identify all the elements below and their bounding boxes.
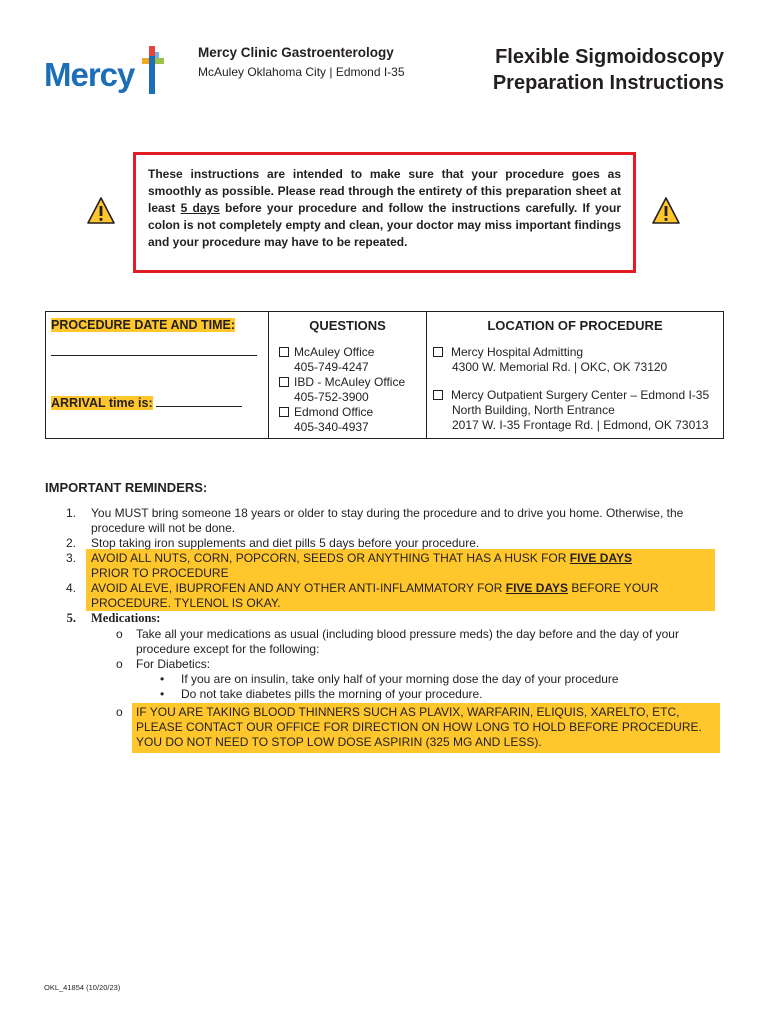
- reminder-4-line-2: PROCEDURE. TYLENOL IS OKAY.: [91, 596, 281, 610]
- questions-header: QUESTIONS: [309, 318, 386, 333]
- reminders-title: IMPORTANT REMINDERS:: [45, 480, 208, 495]
- checkbox[interactable]: [279, 377, 289, 387]
- mercy-logo: [44, 46, 168, 98]
- arrival-time-blank[interactable]: [156, 397, 242, 407]
- bullet-dot: •: [160, 687, 165, 701]
- list-number: 1.: [65, 506, 76, 520]
- questions-column: [269, 312, 427, 438]
- medication-1-line-2: procedure except for the following:: [136, 642, 320, 656]
- question-contact: IBD - McAuley Office: [279, 375, 405, 390]
- location-column: [427, 312, 723, 438]
- reminder-1-line-1: You MUST bring someone 18 years or older to stay during the procedure and to drive you home. Otherwise, the: [91, 506, 684, 520]
- list-number: 2.: [65, 536, 76, 550]
- medication-2: For Diabetics:: [136, 657, 211, 671]
- reminder-1-line-2: procedure will not be done.: [91, 521, 236, 535]
- warning-days: 5 days: [180, 201, 220, 215]
- question-contact: Edmond Office: [279, 405, 405, 420]
- procedure-date-column: [46, 312, 269, 438]
- warning-box: [133, 152, 636, 273]
- warning-left-icon: [86, 196, 116, 226]
- bullet-dot: •: [160, 672, 165, 686]
- warning-text: These instructions are intended to make sure that your procedure goes as smoothly as possible. Please read through the entirety of this preparation sheet at least 5 days before your procedure and follow the instructions carefully. If your colon is not completely empty and clean, your doctor may miss important findings and your procedure may have to be repeated.: [148, 167, 622, 249]
- medication-1-line-1: Take all your medications as usual (including blood pressure meds) the day before and the day of your: [136, 627, 679, 641]
- five-days-emphasis: FIVE DAYS: [505, 581, 569, 595]
- reminder-3-line-2: PRIOR TO PROCEDURE: [91, 566, 229, 580]
- blood-thinners-line-1: IF YOU ARE TAKING BLOOD THINNERS SUCH AS PLAVIX, WARFARIN, ELIQUIS, XARELTO, ETC,: [136, 705, 680, 719]
- diabetes-insulin: If you are on insulin, take only half of your morning dose the day of your procedure: [181, 672, 619, 686]
- clinic-name: Mercy Clinic Gastroenterology: [198, 45, 394, 60]
- location-option: Mercy Hospital Admitting 4300 W. Memorial Rd. | OKC, OK 73120: [433, 345, 709, 375]
- warning-right-icon: [651, 196, 681, 226]
- blood-thinners-line-3: YOU DO NOT NEED TO STOP LOW DOSE ASPIRIN (325 MG AND LESS).: [136, 735, 542, 749]
- form-code: OKL_41854 (10/20/23): [44, 983, 121, 992]
- title-line-2: Preparation Instructions: [492, 72, 724, 94]
- list-number: 4.: [65, 581, 76, 595]
- mercy-cross-icon: [140, 46, 166, 96]
- procedure-date-blank[interactable]: [51, 355, 257, 356]
- questions-list: [279, 345, 405, 435]
- arrival-time-label: ARRIVAL time is:: [51, 396, 242, 410]
- list-number: 5.: [66, 611, 76, 625]
- checkbox[interactable]: [279, 407, 289, 417]
- five-days-emphasis: FIVE DAYS: [569, 551, 633, 565]
- sub-bullet: o: [116, 705, 123, 719]
- sub-bullet: o: [116, 657, 123, 671]
- contact-phone: 405-752-3900: [294, 390, 369, 404]
- reminder-4-line-1: AVOID ALEVE, IBUPROFEN AND ANY OTHER ANTI-INFLAMMATORY FOR FIVE DAYS BEFORE YOUR: [91, 581, 659, 595]
- blood-thinners-line-2: PLEASE CONTACT OUR OFFICE FOR DIRECTION ON HOW LONG TO HOLD BEFORE PROCEDURE.: [136, 720, 702, 734]
- reminder-5-heading: Medications:: [91, 611, 161, 625]
- location-list: [433, 345, 709, 433]
- location-option: Mercy Outpatient Surgery Center – Edmond I-35 North Building, North Entrance 2017 W. I-35 Frontage Rd. | Edmond, OK 73013: [433, 388, 709, 433]
- checkbox[interactable]: [433, 347, 443, 357]
- procedure-date-label: PROCEDURE DATE AND TIME:: [51, 318, 236, 332]
- contact-phone: 405-749-4247: [294, 360, 369, 374]
- clinic-location: McAuley Oklahoma City | Edmond I-35: [198, 65, 405, 79]
- title-line-1: Flexible Sigmoidoscopy: [495, 46, 724, 68]
- reminder-2: Stop taking iron supplements and diet pills 5 days before your procedure.: [91, 536, 480, 550]
- location-header: LOCATION OF PROCEDURE: [487, 318, 663, 333]
- clinic-info: [198, 45, 458, 79]
- logo-wordmark: Mercy: [44, 56, 135, 93]
- reminder-3-line-1: AVOID ALL NUTS, CORN, POPCORN, SEEDS OR ANYTHING THAT HAS A HUSK FOR FIVE DAYS: [91, 551, 633, 565]
- list-number: 3.: [65, 551, 76, 565]
- question-contact: McAuley Office: [279, 345, 405, 360]
- contact-phone: 405-340-4937: [294, 420, 369, 434]
- document-title: [493, 44, 724, 96]
- procedure-info-table: [45, 311, 724, 439]
- sub-bullet: o: [116, 627, 123, 641]
- checkbox[interactable]: [279, 347, 289, 357]
- checkbox[interactable]: [433, 390, 443, 400]
- diabetes-pills: Do not take diabetes pills the morning of your procedure.: [181, 687, 483, 701]
